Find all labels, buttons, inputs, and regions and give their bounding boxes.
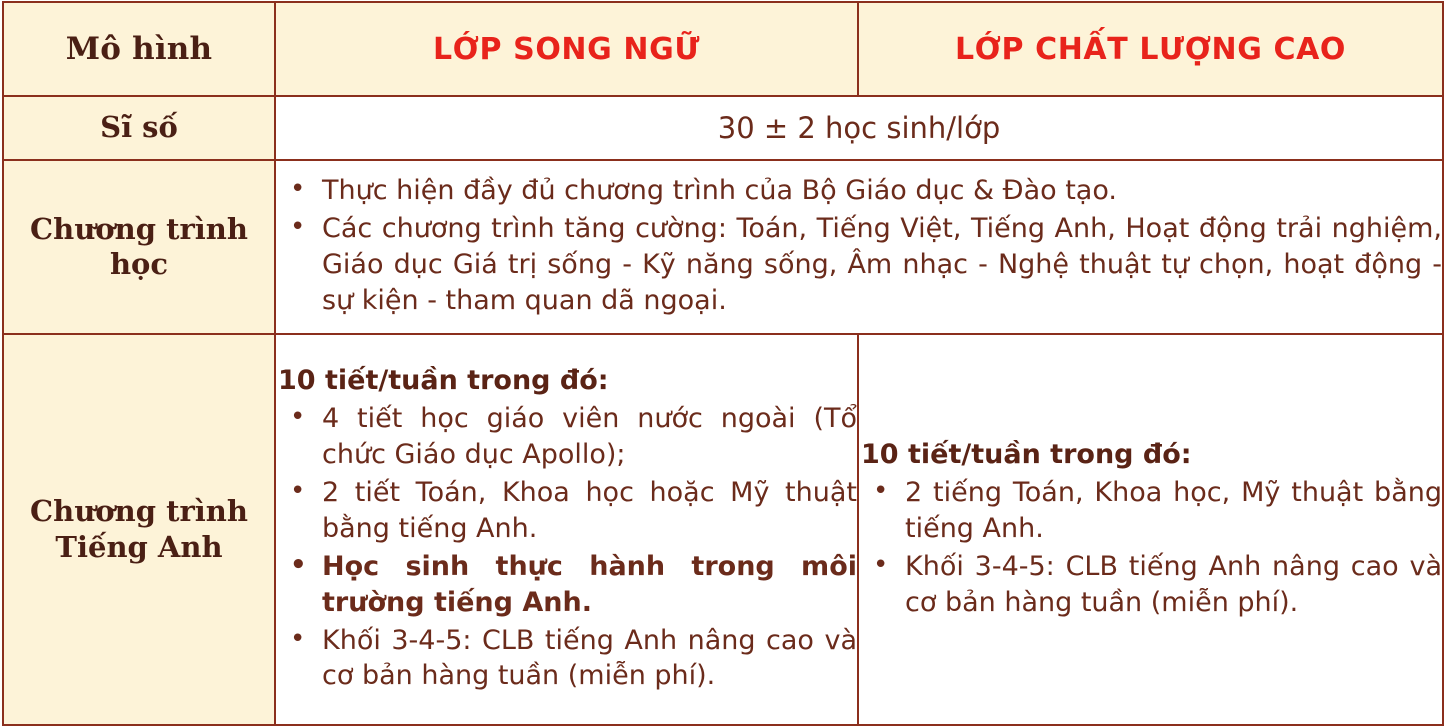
bilingual-bullet-list [276, 401, 857, 694]
table-row-class-size [3, 96, 1443, 160]
list-item: • Khối 3-4-5: CLB tiếng Anh nâng cao và cơ bản hàng tuần (miễn phí). [276, 623, 857, 695]
list-item: • Các chương trình tăng cường: Toán, Tiếng Việt, Tiếng Anh, Hoạt động trải nghiệm, Giáo dục Giá trị sống - Kỹ năng sống, Âm nhạc - Nghệ thuật tự chọn, hoạt động - sự kiện - tham quan dã ngoại. [276, 211, 1442, 319]
high-quality-bullet-list [859, 475, 1442, 621]
header-cell-high-quality [858, 2, 1443, 96]
header-label-model: Mô hình [65, 31, 213, 67]
comparison-table [2, 1, 1444, 726]
row-label-english-program: Chương trình Tiếng Anh [3, 334, 275, 725]
curriculum-bullet-list [276, 173, 1442, 319]
list-item: • 4 tiết học giáo viên nước ngoài (Tổ chức Giáo dục Apollo); [276, 401, 857, 473]
header-cell-model [3, 2, 275, 96]
row-label-class-size: Sĩ số [3, 96, 275, 160]
list-item: • Khối 3-4-5: CLB tiếng Anh nâng cao và cơ bản hàng tuần (miễn phí). [859, 549, 1442, 621]
list-item: • 2 tiết Toán, Khoa học hoặc Mỹ thuật bằng tiếng Anh. [276, 475, 857, 547]
row-label-curriculum: Chương trình học [3, 160, 275, 334]
header-label-bilingual: LỚP SONG NGỮ [432, 31, 701, 67]
list-item: • 2 tiếng Toán, Khoa học, Mỹ thuật bằng tiếng Anh. [859, 475, 1442, 547]
table-row-english-program [3, 334, 1443, 725]
header-cell-bilingual [275, 2, 858, 96]
list-item: • Thực hiện đầy đủ chương trình của Bộ Giáo dục & Đào tạo. [276, 173, 1442, 209]
high-quality-lead-text: 10 tiết/tuần trong đó: [861, 438, 1192, 470]
header-label-high-quality: LỚP CHẤT LƯỢNG CAO [954, 31, 1347, 67]
row-value-curriculum [275, 160, 1443, 334]
table-row-curriculum [3, 160, 1443, 334]
row-value-class-size: 30 ± 2 học sinh/lớp [275, 96, 1443, 160]
list-item: • Học sinh thực hành trong môi trường tiếng Anh. [276, 549, 857, 621]
english-program-bilingual-cell [275, 334, 858, 725]
comparison-table-container [0, 1, 1444, 728]
english-program-high-quality-cell [858, 334, 1443, 725]
table-header-row [3, 2, 1443, 96]
bilingual-lead-text: 10 tiết/tuần trong đó: [278, 364, 609, 396]
